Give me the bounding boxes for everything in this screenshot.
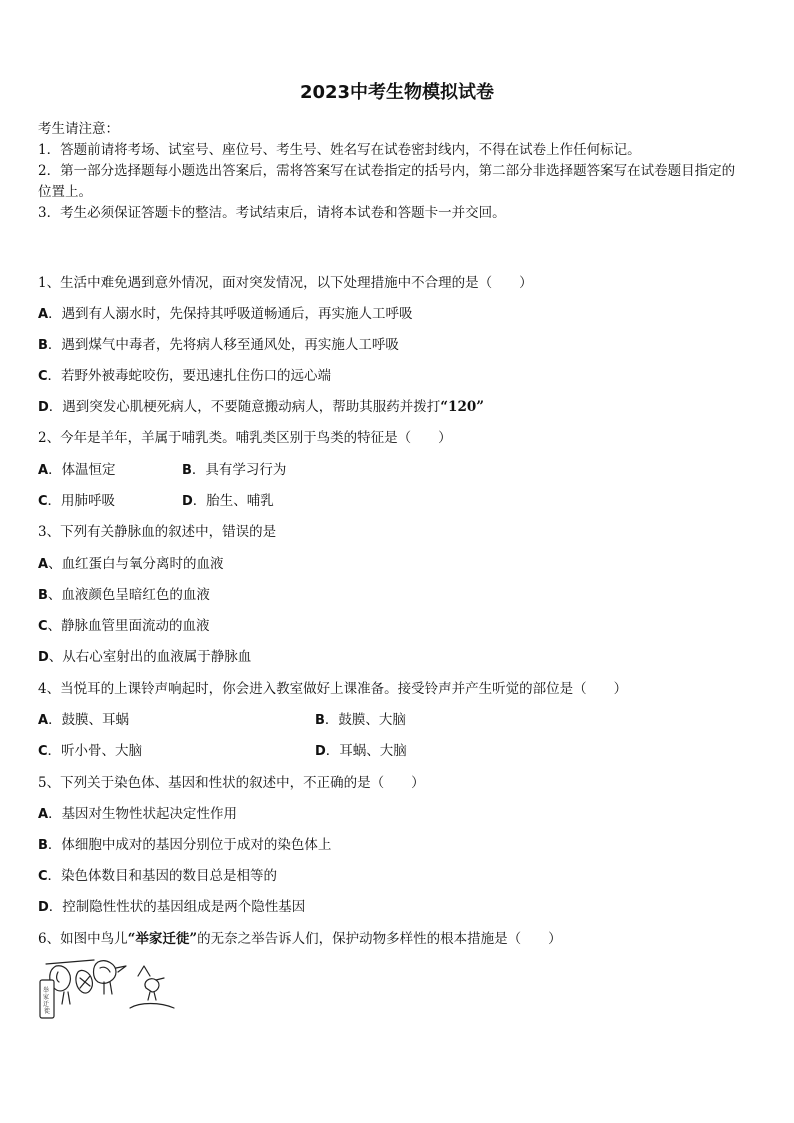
option-label: A: [38, 807, 49, 822]
option-label: D: [38, 650, 49, 665]
stem-quote: “举家迁徙”: [127, 931, 198, 947]
question-3-stem: 3、下列有关静脉血的叙述中，错误的是: [38, 524, 277, 540]
question-1-stem: 1、生活中难免遇到意外情况，面对突发情况，以下处理措施中不合理的是（ ）: [38, 275, 533, 291]
question-2-option-c: [38, 489, 115, 509]
option-separator: ．: [47, 743, 62, 759]
option-text: 染色体数目和基因的数目总是相等的: [61, 868, 278, 884]
sign-char: 徙: [43, 1008, 51, 1015]
option-quote: “120”: [440, 399, 485, 415]
option-separator: ．: [48, 399, 63, 415]
option-text: 若野外被毒蛇咬伤，要迅速扎住伤口的远心端: [61, 368, 332, 384]
option-label: B: [38, 338, 48, 353]
question-4-option-d: [315, 739, 407, 759]
sign-text: [43, 986, 51, 1015]
option-separator: ．: [192, 493, 207, 509]
option-separator: 、: [47, 587, 62, 603]
migrating-birds-cartoon: [34, 952, 184, 1022]
option-separator: ．: [48, 712, 62, 728]
option-separator: ．: [48, 806, 62, 822]
option-text: 基因对生物性状起决定性作用: [61, 806, 238, 822]
option-separator: 、: [48, 649, 63, 665]
option-text: 鼓膜、大脑: [338, 712, 406, 728]
right-bird-beak: [116, 966, 126, 972]
option-separator: ．: [191, 462, 206, 478]
ground-line: [130, 1004, 174, 1009]
option-label: D: [182, 494, 193, 509]
question-3-option-b: [38, 583, 210, 603]
question-1-option-d: [38, 395, 484, 415]
option-label: D: [315, 744, 326, 759]
option-separator: ．: [47, 368, 62, 384]
question-3-option-d: [38, 645, 251, 665]
stem-text: 的无奈之举告诉人们，保护动物多样性的根本措施是（ ）: [197, 931, 562, 947]
left-bird-wing: [57, 972, 59, 982]
question-1-option-c: [38, 364, 331, 384]
question-1-option-b: [38, 333, 399, 353]
question-5-option-b: [38, 833, 331, 853]
option-label: B: [315, 713, 325, 728]
roof-shape: [138, 966, 150, 976]
option-separator: ．: [48, 462, 62, 478]
option-separator: ．: [47, 868, 62, 884]
stem-text: 6、如图中鸟儿: [38, 931, 128, 947]
question-2-stem: 2、今年是羊年，羊属于哺乳类。哺乳类区别于鸟类的特征是（ ）: [38, 430, 452, 446]
option-label: C: [38, 744, 48, 759]
sign-char: 家: [43, 994, 50, 1001]
option-label: B: [182, 463, 192, 478]
sign-char: 迁: [43, 1001, 50, 1008]
option-text: 体温恒定: [61, 462, 116, 478]
option-label: A: [38, 463, 49, 478]
option-text: 遇到有人溺水时，先保持其呼吸道畅通后，再实施人工呼吸: [61, 306, 413, 322]
option-label: B: [38, 838, 48, 853]
option-text: 鼓膜、耳蜗: [61, 712, 130, 728]
option-text: 具有学习行为: [205, 462, 287, 478]
option-text: 胎生、哺乳: [206, 493, 274, 509]
option-text: 用肺呼吸: [61, 493, 116, 509]
question-4-stem: 4、当悦耳的上课铃声响起时，你会进入教室做好上课准备。接受铃声并产生听觉的部位是（ ）: [38, 681, 628, 697]
option-separator: 、: [48, 556, 62, 572]
option-separator: ．: [47, 837, 62, 853]
option-separator: ．: [325, 743, 340, 759]
right-bird-wing: [100, 967, 110, 972]
option-label: D: [38, 900, 49, 915]
question-4-option-b: [315, 708, 406, 728]
small-bird-beak: [156, 978, 164, 980]
question-2-option-d: [182, 489, 274, 509]
notice-line: 位置上。: [38, 184, 92, 200]
page-title: 2023中考生物模拟试卷: [299, 82, 495, 103]
notice-line: 3．考生必须保证答题卡的整洁。考试结束后，请将本试卷和答题卡一并交回。: [38, 205, 506, 221]
option-label: C: [38, 369, 48, 384]
option-text: 从右心室射出的血液属于静脉血: [62, 649, 252, 665]
option-text: 听小骨、大脑: [61, 743, 143, 759]
option-text: 静脉血管里面流动的血液: [61, 618, 210, 634]
question-6-stem: [38, 927, 562, 947]
option-label: B: [38, 588, 48, 603]
option-text: 控制隐性性状的基因组成是两个隐性基因: [62, 899, 306, 915]
small-bird-body: [145, 979, 159, 992]
question-3-option-c: [38, 614, 210, 634]
option-separator: ．: [324, 712, 339, 728]
option-separator: ．: [48, 899, 63, 915]
option-text: 遇到煤气中毒者，先将病人移至通风处，再实施人工呼吸: [61, 337, 399, 353]
option-text: 遇到突发心肌梗死病人，不要随意搬动病人，帮助其服药并拨打: [62, 399, 441, 415]
question-4-option-c: [38, 739, 142, 759]
option-label: D: [38, 400, 49, 415]
option-separator: 、: [47, 618, 62, 634]
option-text: 耳蜗、大脑: [339, 743, 407, 759]
stick-line: [46, 960, 94, 964]
exam-notice: [38, 119, 768, 224]
option-separator: ．: [47, 493, 62, 509]
option-text: 血液颜色呈暗红色的血液: [61, 587, 210, 603]
option-label: A: [38, 307, 49, 322]
question-3-option-a: [38, 552, 224, 572]
option-label: A: [38, 557, 49, 572]
small-bird-legs: [148, 992, 156, 1000]
option-separator: ．: [48, 306, 62, 322]
question-1-option-a: [38, 302, 413, 322]
option-separator: ．: [47, 337, 62, 353]
option-label: C: [38, 619, 48, 634]
sign-char: 举: [43, 987, 50, 994]
left-bird-legs: [62, 992, 70, 1004]
question-2-option-b: [182, 458, 286, 478]
right-bird-body: [94, 961, 117, 984]
option-label: C: [38, 494, 48, 509]
question-2-option-a: [38, 458, 116, 478]
option-text: 血红蛋白与氧分离时的血液: [61, 556, 224, 572]
option-text: 体细胞中成对的基因分别位于成对的染色体上: [61, 837, 332, 853]
notice-line: 1．答题前请将考场、试室号、座位号、考生号、姓名写在试卷密封线内，不得在试卷上作任何标记。: [38, 142, 641, 158]
notice-line: 2．第一部分选择题每小题选出答案后，需将答案写在试卷指定的括号内，第二部分非选择题答案写在试卷题目指定的: [38, 163, 736, 179]
question-5-stem: 5、下列关于染色体、基因和性状的叙述中，不正确的是（ ）: [38, 775, 425, 791]
question-5-option-a: [38, 802, 237, 822]
question-5-option-d: [38, 895, 305, 915]
question-4-option-a: [38, 708, 129, 728]
option-label: C: [38, 869, 48, 884]
question-5-option-c: [38, 864, 277, 884]
bundle-tie: [80, 976, 90, 988]
option-label: A: [38, 713, 49, 728]
notice-heading: 考生请注意：: [38, 121, 119, 137]
